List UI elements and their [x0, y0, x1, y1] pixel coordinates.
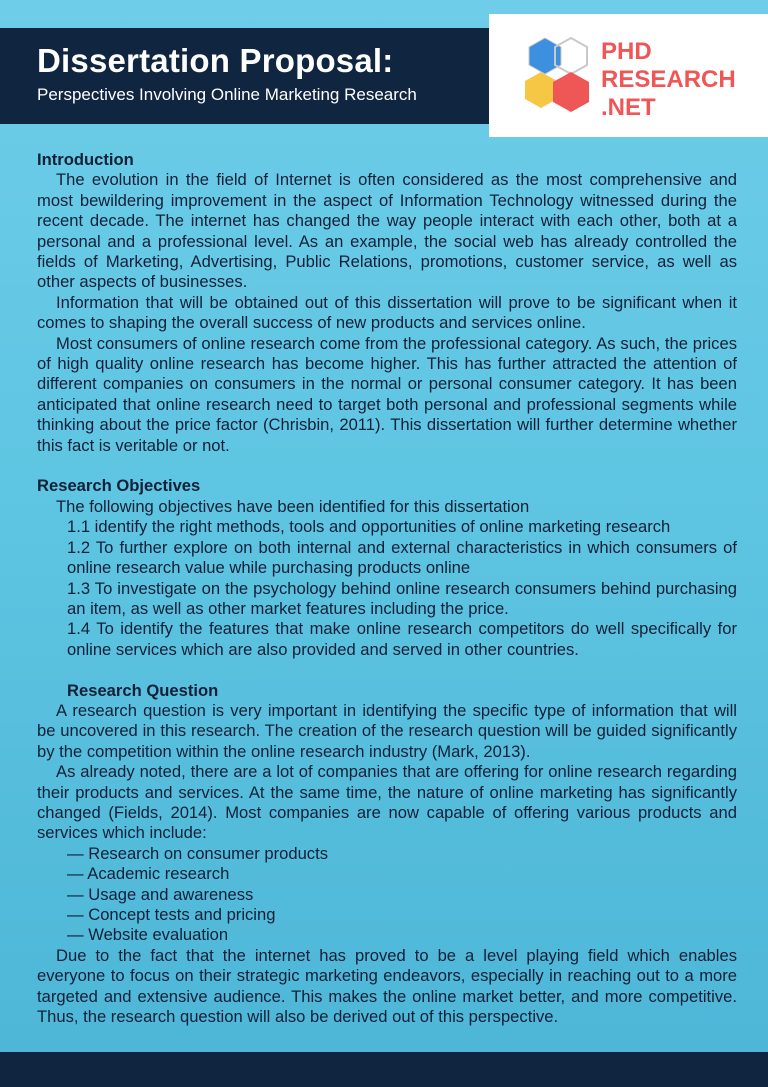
objectives-intro: The following objectives have been identified for this dissertation	[56, 496, 530, 516]
logo-line-1: PHD	[601, 38, 652, 65]
list-item: — Concept tests and pricing	[67, 905, 276, 924]
question-closing: Due to the fact that the internet has proved to be a level playing field which enables everyone to focus on their strategic marketing endeavors, especially in reaching out to a more targeted and extensive audience. This makes the online market better, and more competitive. Thus, the research question will also be derived out of this perspective.	[37, 945, 737, 1027]
list-item: — Research on consumer products	[67, 843, 329, 863]
section-gap	[37, 456, 737, 476]
logo-line-3: .NET	[601, 94, 656, 121]
page-subtitle: Perspectives Involving Online Marketing Research	[37, 85, 417, 104]
question-paragraph-1: A research question is very important in identifying the specific type of information that will be uncovered in this research. The creation of the research question will be guided significantly by the competition within the online research industry (Mark, 2013).	[37, 700, 737, 761]
objective-item: 1.3 To investigate on the psychology behind online research consumers behind purchasing an item, as well as other market features including the price.	[67, 578, 737, 618]
objective-item: 1.1 identify the right methods, tools and opportunities of online marketing research	[67, 517, 671, 537]
hexagon-logo-icon	[523, 36, 593, 118]
list-item: — Academic research	[67, 864, 230, 884]
objectives-heading: Research Objectives	[37, 476, 201, 496]
logo[interactable]	[489, 14, 768, 137]
question-heading: Research Question	[67, 680, 219, 700]
page-title: Dissertation Proposal:	[37, 42, 394, 79]
intro-paragraph-2: Information that will be obtained out of this dissertation will prove to be significant when it comes to shaping the overall success of new products and services online.	[37, 292, 737, 333]
intro-heading: Introduction	[37, 150, 134, 169]
logo-line-2: RESEARCH	[601, 66, 736, 93]
footer-bar	[0, 1052, 768, 1087]
section-gap	[37, 660, 737, 680]
intro-paragraph-3: Most consumers of online research come from the professional category. As such, the prices of high quality online research has become higher. This has further attracted the attention of different companies on consumers in the normal or personal consumer category. It has been anticipated that online research need to target both personal and professional segments while thinking about the price factor (Chrisbin, 2011). This dissertation will further determine whether this fact is veritable or not.	[37, 333, 737, 455]
list-item: — Usage and awareness	[67, 884, 254, 904]
objective-item: 1.2 To further explore on both internal and external characteristics in which consumers of online research value while purchasing products online	[67, 537, 737, 578]
objective-item: 1.4 To identify the features that make online research competitors do well specifically for online services which are also provided and served in other countries.	[67, 619, 737, 659]
logo-wordmark	[601, 38, 736, 122]
document-body	[37, 150, 737, 1027]
intro-paragraph-1: The evolution in the field of Internet is often considered as the most comprehensive and most bewildering improvement in the aspect of Information Technology witnessed during the recent decade. The internet has changed the way people interact with each other, both at a personal and a professional level. As an example, the social web has already controlled the fields of Marketing, Advertising, Public Relations, promotions, customer service, as well as other aspects of businesses.	[37, 170, 737, 292]
question-paragraph-2: As already noted, there are a lot of companies that are offering for online research regarding their products and services. At the same time, the nature of online marketing has significantly changed (Fields, 2014). Most companies are now capable of offering various products and services which include:	[37, 762, 737, 843]
list-item: — Website evaluation	[67, 925, 229, 945]
